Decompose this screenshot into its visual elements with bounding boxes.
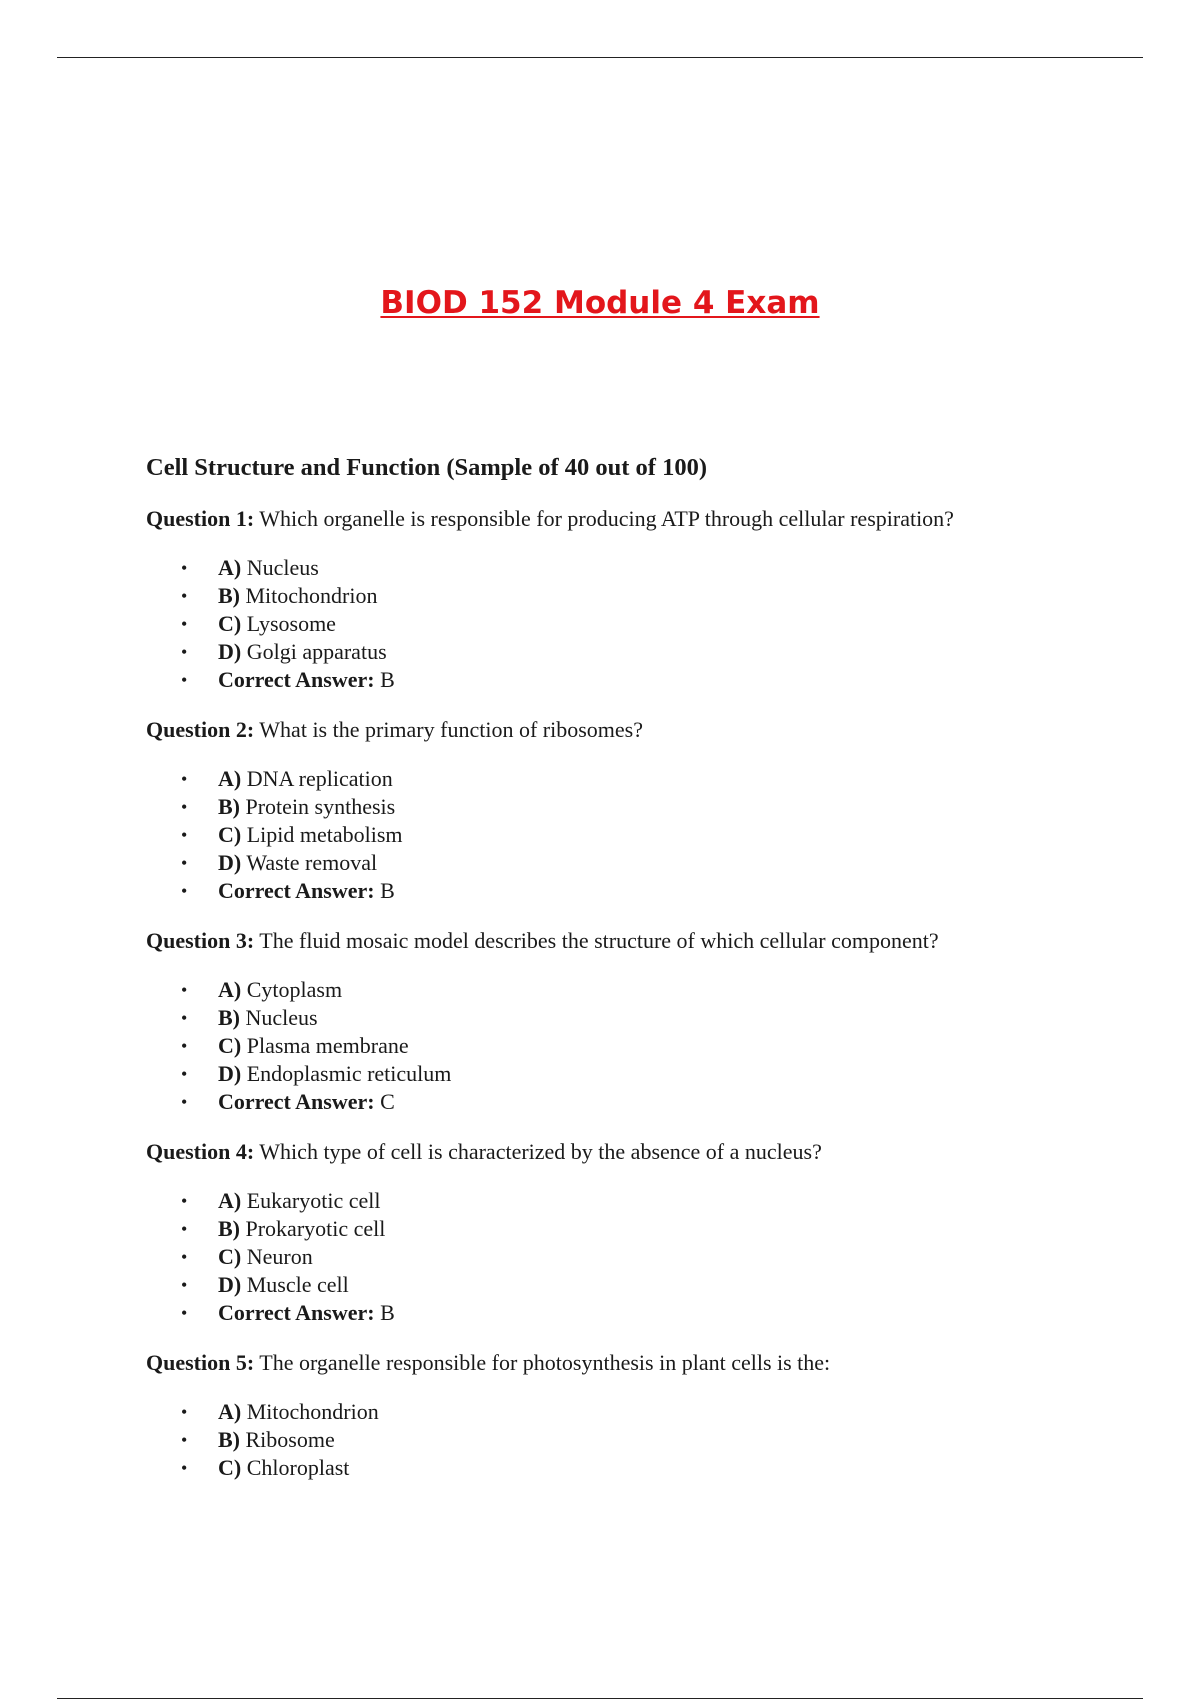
option-text: Cytoplasm	[246, 977, 343, 1002]
section-heading: Cell Structure and Function (Sample of 40 out of 100)	[146, 454, 707, 481]
question-5-options	[146, 1398, 1146, 1482]
question-label: Question 4:	[146, 1139, 255, 1164]
answer-label: Correct Answer:	[218, 1300, 375, 1325]
correct-answer	[146, 1088, 1146, 1116]
bullet-icon: •	[181, 1219, 188, 1239]
bullet-icon: •	[181, 1458, 188, 1478]
question-text: Which type of cell is characterized by the absence of a nucleus?	[259, 1139, 822, 1164]
option-c	[146, 610, 1146, 638]
option-b	[146, 793, 1146, 821]
answer-label: Correct Answer:	[218, 1089, 375, 1114]
option-letter: A)	[218, 977, 242, 1002]
bullet-icon: •	[181, 1008, 188, 1028]
option-letter: B)	[218, 1005, 240, 1030]
bullet-icon: •	[181, 1303, 188, 1323]
question-label: Question 1:	[146, 506, 255, 531]
answer-label: Correct Answer:	[218, 667, 375, 692]
option-text: Mitochondrion	[246, 1399, 379, 1424]
bullet-icon: •	[181, 1092, 188, 1112]
question-1	[146, 504, 1146, 534]
option-text: Endoplasmic reticulum	[246, 1061, 452, 1086]
option-text: Eukaryotic cell	[246, 1188, 381, 1213]
option-text: Prokaryotic cell	[245, 1216, 386, 1241]
option-letter: B)	[218, 1216, 240, 1241]
question-3	[146, 926, 1146, 956]
question-5	[146, 1348, 1146, 1378]
option-text: Golgi apparatus	[246, 639, 387, 664]
question-text: Which organelle is responsible for producing ATP through cellular respiration?	[259, 506, 954, 531]
option-text: Muscle cell	[246, 1272, 349, 1297]
option-letter: C)	[218, 611, 242, 636]
bullet-icon: •	[181, 825, 188, 845]
question-text: What is the primary function of ribosomes?	[259, 717, 643, 742]
bullet-icon: •	[181, 614, 188, 634]
question-2-options	[146, 765, 1146, 905]
page-title: BIOD 152 Module 4 Exam	[380, 284, 820, 321]
option-letter: A)	[218, 555, 242, 580]
bullet-icon: •	[181, 670, 188, 690]
bullet-icon: •	[181, 642, 188, 662]
option-c	[146, 821, 1146, 849]
option-a	[146, 554, 1146, 582]
option-a	[146, 1187, 1146, 1215]
option-text: Neuron	[246, 1244, 313, 1269]
bottom-rule	[57, 1698, 1143, 1699]
answer-value: B	[380, 1300, 395, 1325]
answer-value: B	[380, 878, 395, 903]
question-label: Question 5:	[146, 1350, 255, 1375]
option-text: Chloroplast	[246, 1455, 350, 1480]
option-text: Ribosome	[245, 1427, 335, 1452]
top-rule	[57, 57, 1143, 58]
bullet-icon: •	[181, 1191, 188, 1211]
question-text: The organelle responsible for photosynthesis in plant cells is the:	[259, 1350, 831, 1375]
bullet-icon: •	[181, 586, 188, 606]
option-b	[146, 1215, 1146, 1243]
bullet-icon: •	[181, 1247, 188, 1267]
question-2	[146, 715, 1146, 745]
correct-answer	[146, 666, 1146, 694]
option-letter: D)	[218, 850, 242, 875]
option-c	[146, 1454, 1146, 1482]
question-1-options	[146, 554, 1146, 694]
option-letter: B)	[218, 583, 240, 608]
option-text: Lipid metabolism	[246, 822, 403, 847]
answer-value: C	[380, 1089, 395, 1114]
option-letter: A)	[218, 1399, 242, 1424]
bullet-icon: •	[181, 1402, 188, 1422]
option-d	[146, 1060, 1146, 1088]
question-3-options	[146, 976, 1146, 1116]
option-text: Protein synthesis	[245, 794, 396, 819]
question-text: The fluid mosaic model describes the structure of which cellular component?	[259, 928, 939, 953]
option-letter: D)	[218, 1272, 242, 1297]
question-4-options	[146, 1187, 1146, 1327]
correct-answer	[146, 877, 1146, 905]
option-letter: C)	[218, 1455, 242, 1480]
option-text: DNA replication	[246, 766, 393, 791]
option-b	[146, 1426, 1146, 1454]
option-letter: D)	[218, 639, 242, 664]
bullet-icon: •	[181, 797, 188, 817]
option-d	[146, 638, 1146, 666]
option-c	[146, 1243, 1146, 1271]
bullet-icon: •	[181, 1064, 188, 1084]
option-d	[146, 849, 1146, 877]
option-letter: A)	[218, 766, 242, 791]
option-text: Plasma membrane	[246, 1033, 409, 1058]
bullet-icon: •	[181, 980, 188, 1000]
bullet-icon: •	[181, 1430, 188, 1450]
bullet-icon: •	[181, 881, 188, 901]
option-a	[146, 976, 1146, 1004]
option-d	[146, 1271, 1146, 1299]
option-text: Nucleus	[246, 555, 319, 580]
option-b	[146, 582, 1146, 610]
answer-value: B	[380, 667, 395, 692]
question-label: Question 2:	[146, 717, 255, 742]
option-letter: D)	[218, 1061, 242, 1086]
bullet-icon: •	[181, 1036, 188, 1056]
option-letter: C)	[218, 1033, 242, 1058]
option-a	[146, 1398, 1146, 1426]
question-label: Question 3:	[146, 928, 255, 953]
bullet-icon: •	[181, 769, 188, 789]
option-c	[146, 1032, 1146, 1060]
option-text: Mitochondrion	[245, 583, 378, 608]
option-letter: A)	[218, 1188, 242, 1213]
option-letter: B)	[218, 794, 240, 819]
option-text: Lysosome	[246, 611, 336, 636]
option-text: Waste removal	[246, 850, 378, 875]
option-letter: C)	[218, 1244, 242, 1269]
question-4	[146, 1137, 1146, 1167]
document-body	[146, 450, 1146, 1503]
bullet-icon: •	[181, 1275, 188, 1295]
option-text: Nucleus	[245, 1005, 318, 1030]
bullet-icon: •	[181, 558, 188, 578]
answer-label: Correct Answer:	[218, 878, 375, 903]
option-letter: C)	[218, 822, 242, 847]
correct-answer	[146, 1299, 1146, 1327]
bullet-icon: •	[181, 853, 188, 873]
option-b	[146, 1004, 1146, 1032]
option-letter: B)	[218, 1427, 240, 1452]
option-a	[146, 765, 1146, 793]
